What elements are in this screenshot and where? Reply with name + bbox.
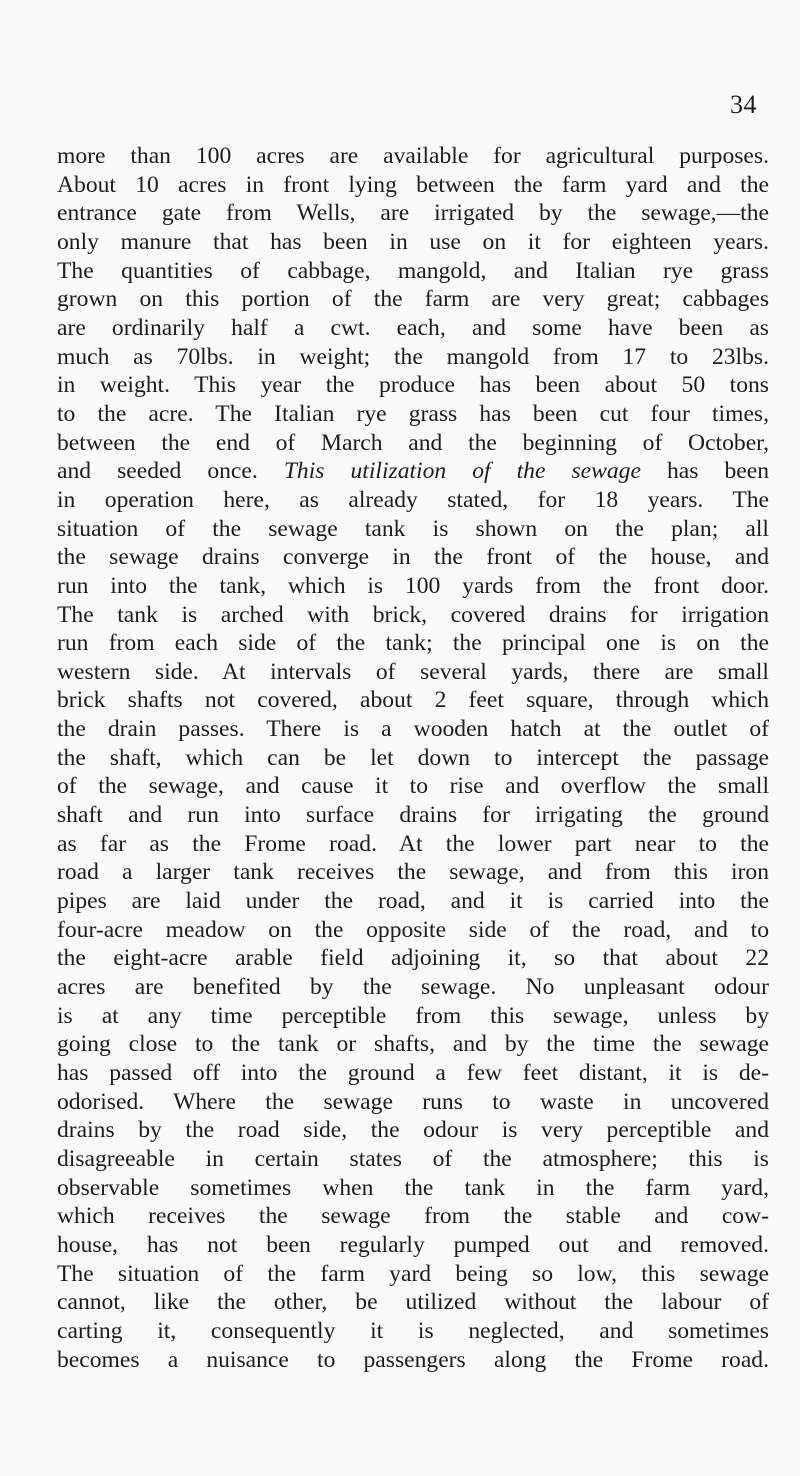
text-line: The tank is arched with brick, covered drains for irrigation — [57, 601, 769, 628]
text-line: in weight. This year the produce has been about 50 tons — [57, 372, 769, 399]
text-line: run from each side of the tank; the principal one is on the — [57, 630, 769, 657]
text-line: the sewage drains converge in the front of the house, and — [57, 544, 769, 571]
text-line: pipes are laid under the road, and it is carried into the — [57, 888, 769, 915]
line-text-after: has been — [666, 458, 770, 485]
body-text — [57, 142, 769, 1374]
text-line: is at any time perceptible from this sewage, unless by — [57, 1002, 769, 1029]
text-line: the eight-acre arable field adjoining it, so that about 22 — [57, 945, 769, 972]
text-line: the shaft, which can be let down to intercept the passage — [57, 744, 769, 771]
text-line: more than 100 acres are available for agricultural purposes. — [57, 143, 769, 169]
text-line: are ordinarily half a cwt. each, and some have been as — [57, 314, 769, 341]
text-line: of the sewage, and cause it to rise and overflow the small — [57, 773, 769, 800]
text-line: grown on this portion of the farm are very great; cabbages — [57, 286, 769, 313]
text-line: cannot, like the other, be utilized without the labour of — [57, 1289, 769, 1316]
text-line: About 10 acres in front lying between the farm yard and the — [57, 171, 769, 198]
text-line: house, has not been regularly pumped out and removed. — [57, 1231, 769, 1258]
text-line: going close to the tank or shafts, and by the time the sewage — [57, 1031, 769, 1058]
text-line: The situation of the farm yard being so low, this sewage — [57, 1260, 769, 1287]
text-line-with-emphasis — [57, 457, 769, 486]
text-line: entrance gate from Wells, are irrigated by the sewage,—the — [57, 200, 769, 227]
page-number: 34 — [730, 90, 757, 119]
text-line: the drain passes. There is a wooden hatch at the outlet of — [57, 716, 769, 743]
text-line: road a larger tank receives the sewage, and from this iron — [57, 859, 769, 886]
text-line: only manure that has been in use on it for eighteen years. — [57, 228, 769, 255]
text-line: has passed off into the ground a few feet distant, it is de- — [57, 1060, 769, 1086]
text-line: situation of the sewage tank is shown on the plan; all — [57, 515, 769, 542]
line-text-before: and seeded once. — [57, 458, 258, 485]
text-line: in operation here, as already stated, for 18 years. The — [57, 486, 769, 513]
text-line: run into the tank, which is 100 yards from the front door. — [57, 572, 769, 599]
italic-emphasis: This utilization of the sewage — [283, 458, 641, 485]
text-line: much as 70lbs. in weight; the mangold from 17 to 23lbs. — [57, 343, 769, 370]
text-line: odorised. Where the sewage runs to waste in uncovered — [57, 1088, 769, 1115]
text-line: observable sometimes when the tank in the farm yard, — [57, 1174, 769, 1201]
text-line: drains by the road side, the odour is very perceptible and — [57, 1117, 769, 1144]
text-line: between the end of March and the beginning of October, — [57, 429, 769, 456]
text-line: as far as the Frome road. At the lower part near to the — [57, 830, 769, 857]
text-line: to the acre. The Italian rye grass has been cut four times, — [57, 400, 769, 427]
text-line: carting it, consequently it is neglected, and sometimes — [57, 1317, 769, 1344]
text-line: disagreeable in certain states of the atmosphere; this is — [57, 1145, 769, 1172]
text-line: shaft and run into surface drains for irrigating the ground — [57, 802, 769, 829]
text-line: acres are benefited by the sewage. No unpleasant odour — [57, 974, 769, 1001]
text-line: four-acre meadow on the opposite side of the road, and to — [57, 916, 769, 943]
text-line: which receives the sewage from the stable and cow- — [57, 1203, 769, 1230]
text-line: becomes a nuisance to passengers along the Frome road. — [57, 1346, 769, 1373]
text-line: The quantities of cabbage, mangold, and Italian rye grass — [57, 257, 769, 284]
text-line: brick shafts not covered, about 2 feet square, through which — [57, 687, 769, 714]
text-line: western side. At intervals of several yards, there are small — [57, 658, 769, 685]
